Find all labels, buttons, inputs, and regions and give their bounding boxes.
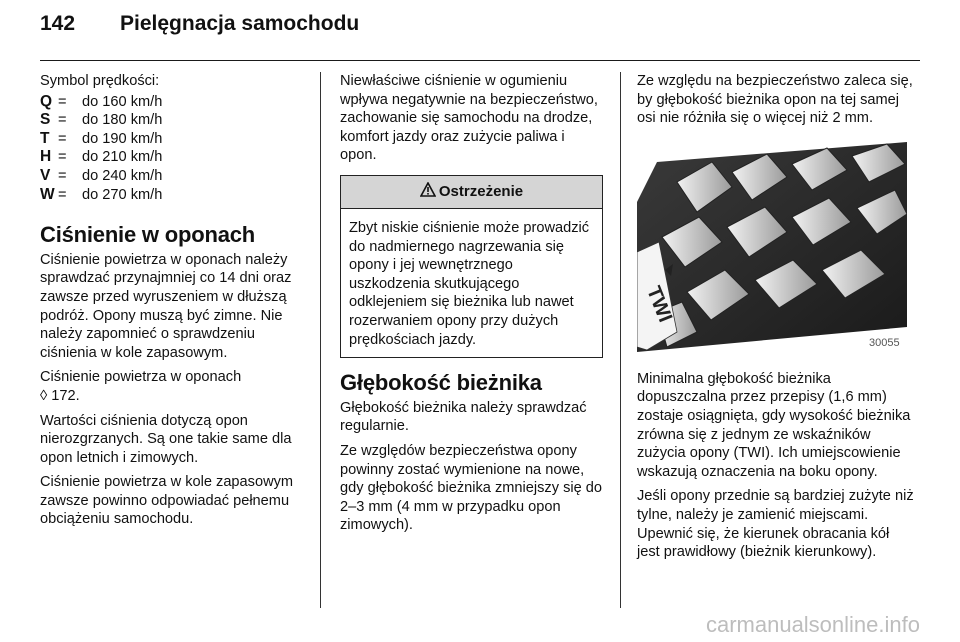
speed-eq: =: [58, 149, 67, 166]
speed-symbol-intro: Symbol prędkości:: [40, 73, 160, 89]
section-heading-tire-pressure: Ciśnienie w oponach: [40, 222, 256, 248]
warning-title: Ostrzeżenie: [438, 182, 524, 200]
image-code: 30055: [869, 336, 900, 349]
speed-value: do 190 km/h: [82, 130, 163, 147]
speed-letter: V: [40, 166, 51, 184]
speed-value: do 210 km/h: [82, 149, 163, 166]
speed-row: [40, 148, 308, 167]
paragraph: Minimalna głębokość bieżnika dopuszczalna przez przepisy (1,6 mm) zostaje osiągnięta, gdy wysokość bieżnika zrówna się z jednym ze wskaźników zużycia opony (TWI). Ich umiejscowienie wskazują oznaczenia na boku opony.: [637, 370, 911, 480]
column-divider: [620, 72, 621, 608]
paragraph-text: Ciśnienie powietrza w oponach: [40, 369, 242, 386]
speed-symbol-table: [40, 93, 308, 205]
speed-row: [40, 111, 308, 130]
warning-triangle-icon: [420, 182, 436, 203]
warning-box: [340, 175, 603, 358]
speed-eq: =: [58, 186, 67, 203]
column-1: [40, 72, 308, 535]
column-2: [340, 72, 603, 541]
tire-tread-illustration: [637, 142, 907, 352]
paragraph: Ciśnienie powietrza w oponach należy sprawdzać przynajmniej co 14 dni oraz zawsze przed wyruszeniem w dłuższą podróż. Opony muszą być zimne. Nie należy zapomnieć o sprawdzeniu ciśnienia w kole zapasowym.: [40, 251, 292, 361]
paragraph: Ze względu na bezpieczeństwo zaleca się, by głębokość bieżnika opon na tej samej osi nie różniła się o więcej niż 2 mm.: [637, 73, 913, 127]
page-reference-arrow-icon: ◊: [40, 387, 48, 404]
page-reference-link[interactable]: 172.: [47, 387, 80, 404]
speed-letter: W: [40, 185, 55, 203]
speed-row: [40, 130, 308, 149]
watermark: carmanualsonline.info: [705, 612, 920, 637]
page-header: [40, 12, 920, 48]
tire-tread-drawing: [637, 142, 907, 352]
paragraph: Jeśli opony przednie są bardziej zużyte niż tylne, należy je zamienić miejscami. Upewnić się, że kierunek obracania kół jest prawidłowy (bieżnik kierunkowy).: [637, 488, 914, 561]
paragraph-with-reference: [40, 368, 308, 405]
paragraph: Głębokość bieżnika należy sprawdzać regularnie.: [340, 399, 587, 435]
warning-text: Zbyt niskie ciśnienie może prowadzić do nadmiernego nagrzewania się opony i jej wewnętrznego uszkodzenia skutkującego odklejeniem się bieżnika lub nawet rozerwaniem opony przy dużych prędkościach jazdy.: [349, 219, 590, 348]
speed-letter: S: [40, 111, 51, 129]
speed-eq: =: [58, 93, 67, 110]
speed-value: do 180 km/h: [82, 112, 163, 129]
paragraph: Wartości ciśnienia dotyczą opon nierozgrzanych. Są one takie same dla opon letnich i zimowych.: [40, 412, 292, 466]
speed-eq: =: [58, 130, 67, 147]
speed-value: do 270 km/h: [82, 186, 163, 203]
speed-value: do 240 km/h: [82, 167, 163, 184]
page-title: Pielęgnacja samochodu: [120, 12, 360, 35]
paragraph: Niewłaściwe ciśnienie w ogumieniu wpływa negatywnie na bezpieczeństwo, zachowanie się samochodu na drodze, komfort jazdy oraz zużycie paliwa i opon.: [340, 73, 598, 164]
speed-row: [40, 167, 308, 186]
twi-label: TWI: [642, 282, 677, 326]
column-divider: [320, 72, 321, 608]
paragraph: Ciśnienie powietrza w kole zapasowym zawsze powinno odpowiadać pełnemu obciążeniu samochodu.: [40, 474, 294, 528]
speed-row: [40, 186, 308, 205]
speed-letter: T: [40, 129, 50, 147]
header-rule: [40, 60, 920, 61]
speed-row: [40, 93, 308, 112]
page-number: 142: [40, 12, 76, 35]
section-heading-tread-depth: Głębokość bieżnika: [340, 370, 542, 396]
speed-eq: =: [58, 167, 67, 184]
paragraph: Ze względów bezpieczeństwa opony powinny zostać wymienione na nowe, gdy głębokość bieżnika zmniejszy się do 2–3 mm (4 mm w przypadku opon zimowych).: [340, 442, 603, 534]
speed-eq: =: [58, 112, 67, 129]
speed-letter: H: [40, 148, 52, 166]
column-3: [637, 72, 915, 568]
warning-header: [341, 176, 602, 209]
speed-letter: Q: [40, 92, 53, 110]
speed-value: do 160 km/h: [82, 93, 163, 110]
